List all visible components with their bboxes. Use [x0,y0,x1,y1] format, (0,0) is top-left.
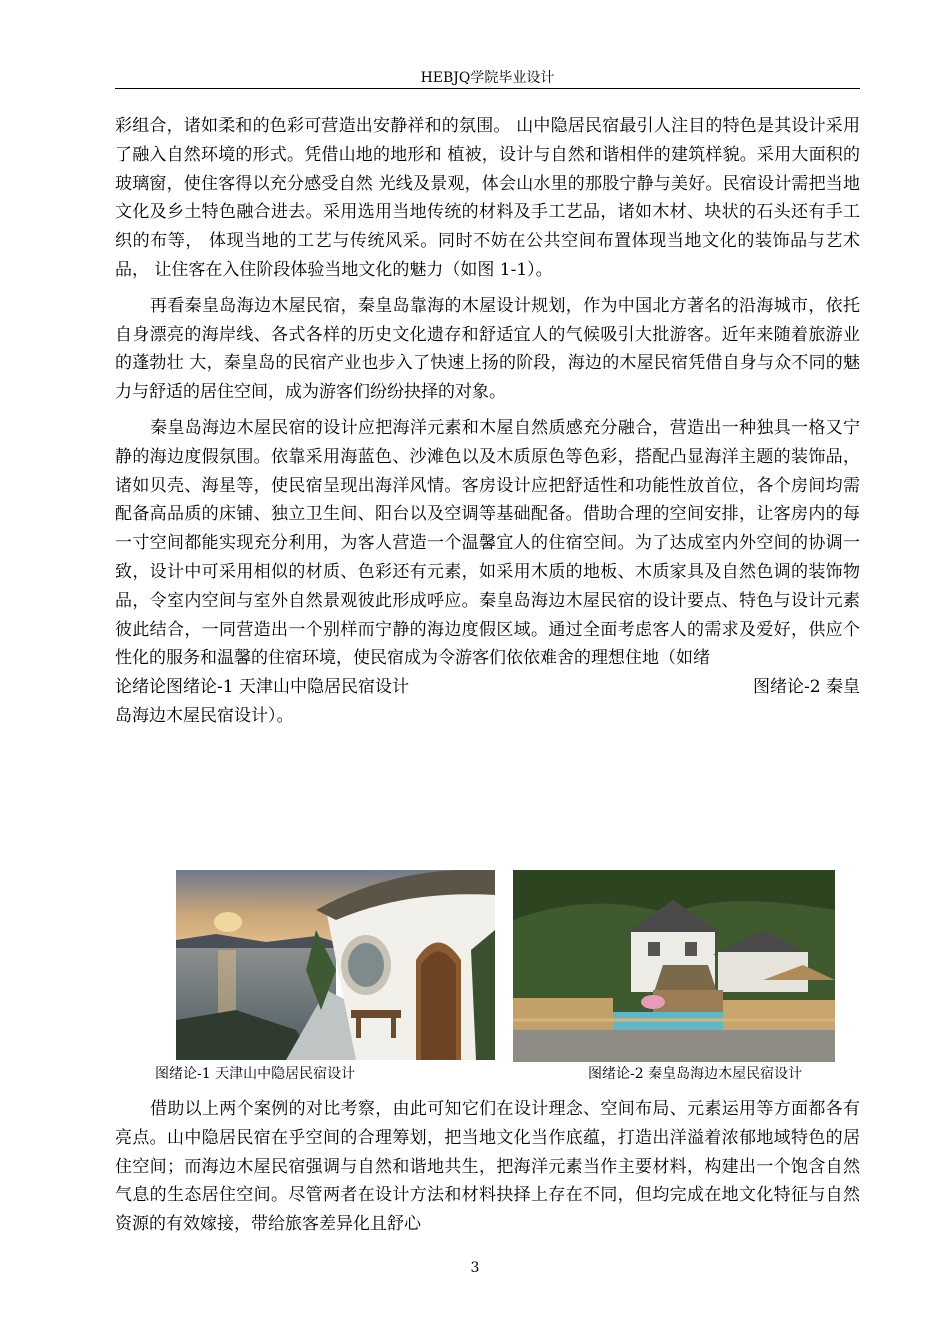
page-header: HEBJQ学院毕业设计 [115,68,860,89]
body-text-after-figures [115,1095,860,1239]
body-text [115,112,860,731]
paragraph-qinhuangdao-design: 秦皇岛海边木屋民宿的设计应把海洋元素和木屋自然质感充分融合，营造出一种独具一格又宁静的海边度假氛围。依靠采用海蓝色、沙滩色以及木质原色等色彩，搭配凸显海洋主题的装饰品，诸如贝壳、海星等，使民宿呈现出海洋风情。客房设计应把舒适性和功能性放首位，各个房间均需配备高品质的床铺、独立卫生间、阳台以及空调等基础配备。借助合理的空间安排，让客房内的每一寸空间都能实现充分利用，为客人营造一个温馨宜人的住宿空间。为了达成室内外空间的协调一致，设计中可采用相似的材质、色彩还有元素，如采用木质的地板、木质家具及自然色调的装饰物品，令室内空间与室外自然景观彼此形成呼应。秦皇岛海边木屋民宿的设计要点、特色与设计元素彼此结合，一同营造出一个别样而宁静的海边度假区域。通过全面考虑客人的需求及爱好，供应个性化的服务和温馨的住宿环境，使民宿成为令游客们依依难舍的理想住地（如绪 [115,417,860,669]
paragraph-continued: 彩组合，诸如柔和的色彩可营造出安静祥和的氛围。 山中隐居民宿最引人注目的特色是其设计采用了融入自然环境的形式。凭借山地的地形和 植被，设计与自然和谐相伴的建筑样貌。采用大面积的玻璃窗，使住客得以充分感受自然 光线及景观，体会山水里的那股宁静与美好。民宿设计需把当地文化及乡土特色融合进去。采用选用当地传统的材料及手工艺品，诸如木材、块状的石头还有手工织的布等， 体现当地的工艺与传统风采。同时不妨在公共空间布置体现当地文化的装饰品与艺术品， 让住客在入住阶段体验当地文化的魅力（如图 1-1）。 [115,116,860,280]
figure-reference-line [115,673,860,702]
figure-reference-right: 图绪论-2 秦皇 [753,677,860,698]
figure-reference-tail: 岛海边木屋民宿设计）。 [115,705,294,726]
figure-2-photo [513,870,835,1062]
figure-1-caption: 图绪论-1 天津山中隐居民宿设计 [155,1066,356,1082]
page-number: 3 [470,1260,480,1276]
paragraph-comparison: 借助以上两个案例的对比考察，由此可知它们在设计理念、空间布局、元素运用等方面都各有亮点。山中隐居民宿在乎空间的合理筹划，把当地文化当作底蕴，打造出洋溢着浓郁地域特色的居住空间；而海边木屋民宿强调与自然和谐地共生，把海洋元素当作主要材料，构建出一个饱含自然气息的生态居住空间。尽管两者在设计方法和材料抉择上存在不同，但均完成在地文化特征与自然资源的有效嫁接，带给旅客差异化且舒心 [115,1099,860,1235]
paragraph-qinhuangdao-intro: 再看秦皇岛海边木屋民宿，秦皇岛靠海的木屋设计规划，作为中国北方著名的沿海城市，依托自身漂亮的海岸线、各式各样的历史文化遗存和舒适宜人的气候吸引大批游客。近年来随着旅游业的蓬勃壮 大，秦皇岛的民宿产业也步入了快速上扬的阶段，海边的木屋民宿凭借自身与众不同的魅力与舒适的居住空间，成为游客们纷纷抉择的对象。 [115,295,860,403]
figure-reference-left: 论绪论图绪论-1 天津山中隐居民宿设计 [115,677,409,698]
figure-2-caption: 图绪论-2 秦皇岛海边木屋民宿设计 [588,1066,803,1082]
figure-1-photo [176,870,495,1060]
